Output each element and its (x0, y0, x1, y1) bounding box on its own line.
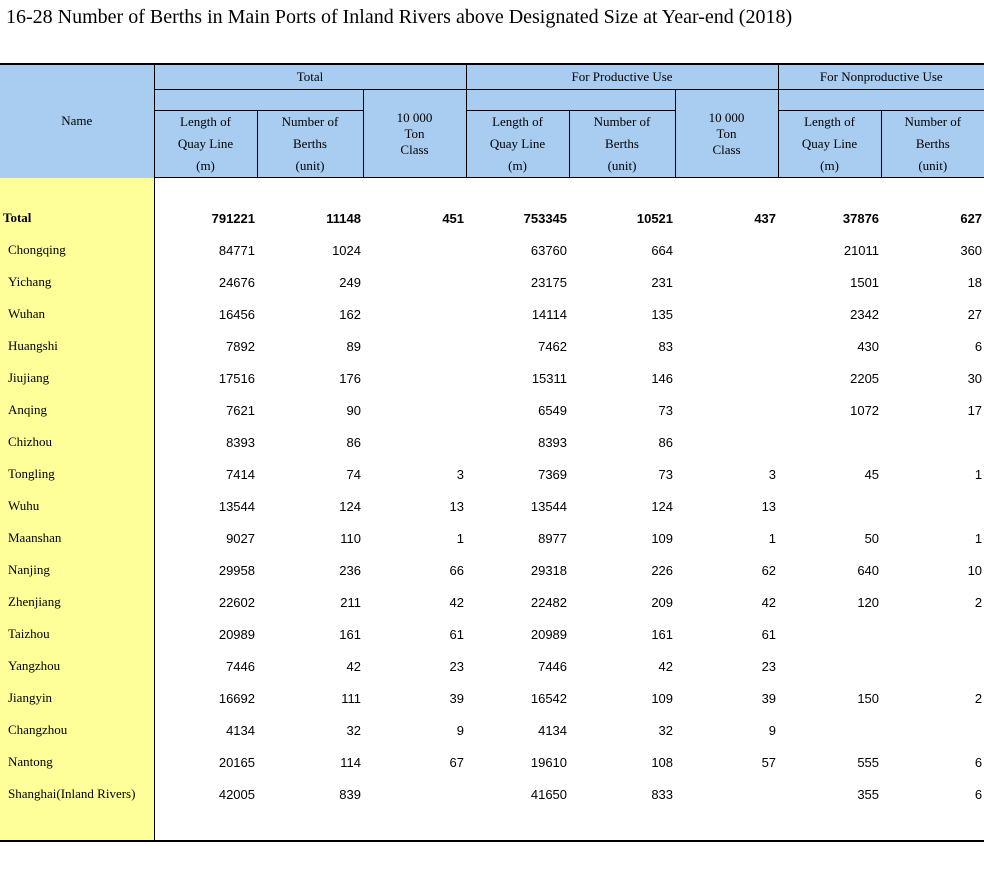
group-header-nonproductive: For Nonproductive Use (778, 64, 984, 90)
value-cell: 9027 (226, 530, 255, 546)
col-header-total-quay: Length of Quay Line (m) (154, 111, 257, 178)
value-cell: 39 (761, 690, 777, 706)
value-cell: 37876 (842, 210, 880, 226)
value-cell: 161 (651, 626, 674, 642)
value-cell: 7892 (226, 338, 255, 354)
value-cell: 20165 (218, 754, 255, 770)
value-cell: 9 (456, 722, 465, 738)
value-cell: 2 (974, 690, 983, 706)
port-name-cell: Taizhou (0, 618, 154, 650)
value-cell: 2 (974, 594, 983, 610)
port-name-cell: Shanghai(Inland Rivers) (0, 778, 154, 810)
port-name-cell: Wuhu (0, 490, 154, 522)
value-cell: 63760 (530, 242, 568, 258)
value-cell: 124 (339, 498, 361, 514)
value-cell: 135 (651, 306, 674, 322)
port-name-cell: Nantong (0, 746, 154, 778)
value-cell: 753345 (523, 210, 568, 226)
value-cell (881, 650, 984, 682)
port-name-cell: Huangshi (0, 330, 154, 362)
value-cell: 17 (967, 402, 983, 418)
value-cell: 4134 (538, 722, 568, 738)
value-cell: 437 (754, 210, 777, 226)
col-header-nonprod-quay: Length of Quay Line (m) (778, 111, 881, 178)
value-cell (363, 778, 466, 810)
value-cell (675, 394, 778, 426)
value-cell: 13 (761, 498, 777, 514)
value-cell (363, 330, 466, 362)
value-cell (363, 234, 466, 266)
header-gap (154, 90, 363, 111)
value-cell: 23 (761, 658, 777, 674)
value-cell: 161 (339, 626, 361, 642)
value-cell: 120 (857, 594, 880, 610)
value-cell: 7621 (226, 402, 255, 418)
value-cell: 8393 (538, 434, 568, 450)
value-cell: 13544 (530, 498, 568, 514)
value-cell: 29318 (530, 562, 568, 578)
value-cell (881, 714, 984, 746)
value-cell: 11148 (326, 210, 361, 226)
value-cell: 1 (974, 466, 983, 482)
value-cell (675, 426, 778, 458)
table-row (0, 778, 984, 810)
value-cell: 3 (456, 466, 465, 482)
value-cell: 23 (449, 658, 465, 674)
value-cell: 84771 (218, 242, 255, 258)
port-name-cell: Anqing (0, 394, 154, 426)
value-cell: 791221 (211, 210, 255, 226)
value-cell: 15311 (531, 370, 568, 386)
port-name-cell: Jiujiang (0, 362, 154, 394)
value-cell: 90 (346, 402, 361, 418)
value-cell (778, 650, 881, 682)
value-cell: 451 (442, 210, 465, 226)
value-cell: 39 (449, 690, 465, 706)
value-cell (778, 490, 881, 522)
value-cell: 32 (346, 722, 361, 738)
port-name-cell: Zhenjiang (0, 586, 154, 618)
value-cell: 6 (974, 754, 983, 770)
value-cell: 61 (449, 626, 465, 642)
table-row (0, 330, 984, 362)
value-cell: 6549 (538, 402, 568, 418)
value-cell: 1 (974, 530, 983, 546)
port-name-cell: Yichang (0, 266, 154, 298)
value-cell: 21011 (843, 242, 880, 258)
value-cell: 6 (974, 786, 983, 802)
value-cell: 839 (339, 786, 361, 802)
value-cell: 18 (967, 274, 983, 290)
port-name-cell: Wuhan (0, 298, 154, 330)
value-cell (363, 426, 466, 458)
value-cell: 32 (658, 722, 674, 738)
value-cell: 30 (967, 370, 983, 386)
value-cell: 124 (651, 498, 674, 514)
value-cell: 355 (857, 786, 880, 802)
value-cell: 73 (658, 402, 674, 418)
value-cell: 360 (960, 242, 983, 258)
table-row (0, 586, 984, 618)
value-cell: 211 (340, 594, 361, 610)
value-cell: 6 (974, 338, 983, 354)
port-name-cell: Yangzhou (0, 650, 154, 682)
value-cell: 430 (857, 338, 880, 354)
value-cell: 3 (768, 466, 777, 482)
value-cell: 13 (449, 498, 465, 514)
port-name-cell: Chongqing (0, 234, 154, 266)
spacer-row (0, 178, 984, 203)
table-row (0, 714, 984, 746)
value-cell: 2342 (850, 306, 880, 322)
group-header-total: Total (154, 64, 466, 90)
table-row (0, 362, 984, 394)
table-row (0, 618, 984, 650)
value-cell: 176 (339, 370, 361, 386)
table-row (0, 650, 984, 682)
value-cell: 1 (456, 530, 465, 546)
value-cell: 42 (658, 658, 674, 674)
value-cell: 42 (761, 594, 777, 610)
total-row (0, 202, 984, 234)
name-column-header: Name (0, 64, 154, 178)
table-row (0, 266, 984, 298)
value-cell (881, 490, 984, 522)
port-name-cell: Total (0, 202, 154, 234)
value-cell: 19610 (530, 754, 568, 770)
value-cell: 16456 (218, 306, 255, 322)
port-name-cell: Chizhou (0, 426, 154, 458)
value-cell: 42 (346, 658, 361, 674)
value-cell: 8977 (538, 530, 568, 546)
value-cell: 7414 (226, 466, 255, 482)
value-cell (675, 330, 778, 362)
value-cell (778, 618, 881, 650)
value-cell: 2205 (850, 370, 880, 386)
value-cell (363, 298, 466, 330)
value-cell: 664 (651, 242, 674, 258)
value-cell: 62 (761, 562, 777, 578)
table-row (0, 426, 984, 458)
value-cell: 4134 (226, 722, 255, 738)
value-cell: 67 (449, 754, 465, 770)
value-cell: 16692 (218, 690, 255, 706)
value-cell: 1072 (850, 402, 880, 418)
value-cell: 162 (339, 306, 361, 322)
value-cell: 89 (346, 338, 361, 354)
value-cell: 833 (651, 786, 674, 802)
col-header-prod-berths: Number of Berths (unit) (569, 111, 675, 178)
value-cell: 22482 (530, 594, 568, 610)
value-cell: 74 (346, 466, 361, 482)
table-body (0, 178, 984, 842)
value-cell: 110 (340, 530, 361, 546)
table-row (0, 554, 984, 586)
berths-table-container (0, 63, 983, 842)
port-name-cell: Jiangyin (0, 682, 154, 714)
value-cell: 14114 (531, 306, 568, 322)
value-cell: 86 (346, 434, 361, 450)
table-row (0, 746, 984, 778)
table-row (0, 682, 984, 714)
value-cell: 114 (340, 754, 361, 770)
value-cell: 20989 (218, 626, 255, 642)
value-cell: 73 (658, 466, 674, 482)
value-cell: 66 (449, 562, 465, 578)
value-cell (675, 298, 778, 330)
value-cell: 111 (341, 690, 361, 706)
value-cell: 27 (967, 306, 983, 322)
table-row (0, 298, 984, 330)
value-cell: 226 (651, 562, 674, 578)
value-cell: 42 (449, 594, 465, 610)
header-gap (778, 90, 984, 111)
value-cell: 9 (768, 722, 777, 738)
value-cell: 249 (339, 274, 361, 290)
value-cell: 231 (651, 274, 674, 290)
table-row (0, 458, 984, 490)
value-cell: 86 (658, 434, 674, 450)
value-cell: 13544 (218, 498, 255, 514)
value-cell: 57 (761, 754, 777, 770)
value-cell: 109 (651, 690, 674, 706)
berths-table (0, 63, 984, 842)
value-cell: 150 (857, 690, 880, 706)
page-title: 16-28 Number of Berths in Main Ports of Inland Rivers above Designated Size at Year-end (2018) (6, 6, 793, 28)
col-header-total-berths: Number of Berths (unit) (257, 111, 363, 178)
col-header-prod-ton-class: 10 000 Ton Class (675, 90, 778, 178)
value-cell: 10521 (636, 210, 674, 226)
value-cell: 146 (651, 370, 674, 386)
value-cell (363, 266, 466, 298)
table-row (0, 522, 984, 554)
value-cell (881, 426, 984, 458)
value-cell: 45 (864, 466, 880, 482)
value-cell: 42005 (218, 786, 255, 802)
value-cell (675, 266, 778, 298)
value-cell: 61 (761, 626, 777, 642)
col-header-total-ton-class: 10 000 Ton Class (363, 90, 466, 178)
value-cell: 23175 (530, 274, 568, 290)
port-name-cell: Maanshan (0, 522, 154, 554)
value-cell: 627 (960, 210, 983, 226)
port-name-cell: Tongling (0, 458, 154, 490)
value-cell: 640 (857, 562, 880, 578)
value-cell: 50 (864, 530, 880, 546)
value-cell: 10 (967, 562, 983, 578)
value-cell: 20989 (530, 626, 568, 642)
value-cell: 83 (658, 338, 674, 354)
table-end-row (0, 810, 984, 841)
value-cell (778, 426, 881, 458)
value-cell (363, 362, 466, 394)
value-cell: 8393 (226, 434, 255, 450)
value-cell: 22602 (218, 594, 255, 610)
value-cell (881, 618, 984, 650)
group-header-productive: For Productive Use (466, 64, 778, 90)
header-gap (466, 90, 675, 111)
value-cell: 1501 (850, 274, 880, 290)
value-cell: 17516 (218, 370, 255, 386)
value-cell: 1 (768, 530, 777, 546)
table-row (0, 394, 984, 426)
value-cell: 1024 (332, 242, 361, 258)
col-header-nonprod-berths: Number of Berths (unit) (881, 111, 984, 178)
table-row (0, 490, 984, 522)
value-cell (675, 778, 778, 810)
value-cell: 24676 (218, 274, 255, 290)
value-cell: 108 (651, 754, 674, 770)
value-cell: 109 (651, 530, 674, 546)
value-cell: 7369 (538, 466, 568, 482)
value-cell: 29958 (218, 562, 255, 578)
col-header-prod-quay: Length of Quay Line (m) (466, 111, 569, 178)
table-row (0, 234, 984, 266)
value-cell (675, 362, 778, 394)
value-cell (675, 234, 778, 266)
value-cell: 555 (857, 754, 880, 770)
port-name-cell: Nanjing (0, 554, 154, 586)
value-cell: 16542 (530, 690, 568, 706)
value-cell: 236 (339, 562, 361, 578)
value-cell (363, 394, 466, 426)
value-cell: 7446 (226, 658, 255, 674)
port-name-cell: Changzhou (0, 714, 154, 746)
value-cell: 7446 (538, 658, 568, 674)
value-cell: 209 (651, 594, 674, 610)
value-cell (778, 714, 881, 746)
value-cell: 7462 (538, 338, 568, 354)
value-cell: 41650 (530, 786, 568, 802)
